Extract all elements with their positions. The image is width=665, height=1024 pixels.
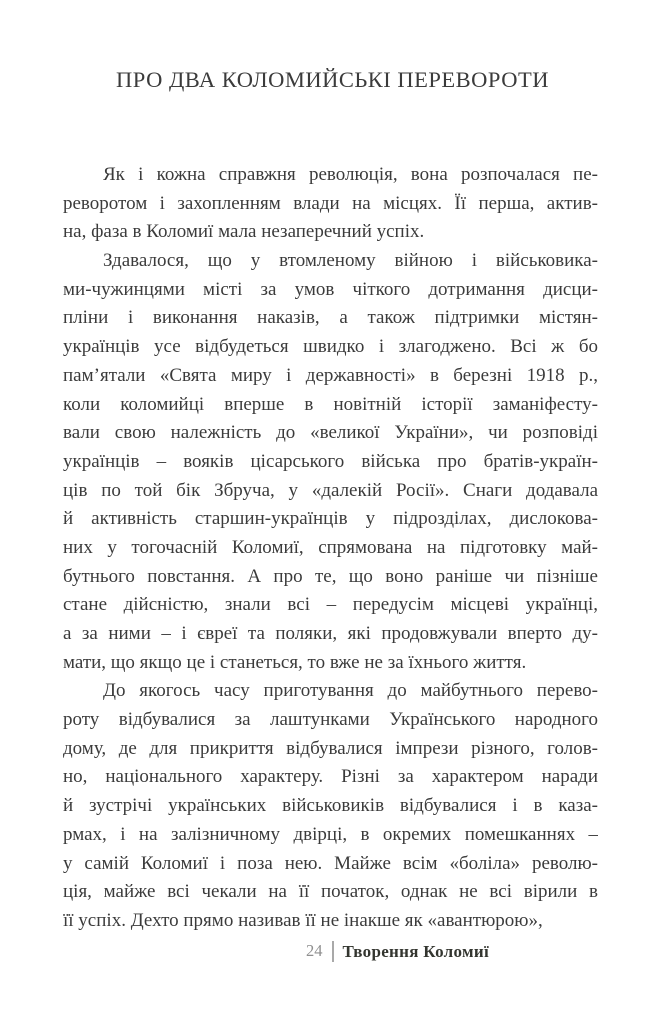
- text-line: вали свою належність до «великої України», чи розповіді: [63, 422, 598, 444]
- text-line: у самій Коломиї і поза нею. Майже всім «боліла» револю-: [63, 852, 598, 874]
- text-line: й зустрічі українських військовиків відбувалися і в каза-: [63, 795, 598, 817]
- text-line: них у тогочасній Коломиї, спрямована на підготовку май-: [63, 536, 598, 558]
- text-line: стане дійсністю, знали всі – передусім місцеві українці,: [63, 594, 598, 616]
- text-line: ців по той бік Збруча, у «далекій Росії». Снаги додавала: [63, 479, 598, 501]
- text-line: но, національного характеру. Різні за характером наради: [63, 766, 598, 788]
- text-line: Як і кожна справжня революція, вона розпочалася пе-: [103, 164, 598, 185]
- text-line: дому, де для прикриття відбувалися імпрези різного, голов-: [63, 737, 598, 759]
- text-line: ція, майже всі чекали на її початок, однак не всі вірили в: [63, 881, 598, 903]
- body-text: [63, 161, 598, 936]
- text-line: реворотом і захопленням влади на місцях. Її перша, актив-: [63, 192, 598, 214]
- text-line: Здавалося, що у втомленому війною і військовика-: [103, 250, 598, 272]
- text-line: рмах, і на залізничному двірці, в окремих помешканнях –: [63, 823, 598, 845]
- chapter-title: ПРО ДВА КОЛОМИЙСЬКІ ПЕРЕВОРОТИ: [116, 67, 549, 92]
- text-line: коли коломийці вперше в новітній історії заманіфесту-: [63, 393, 598, 415]
- book-title: Творення Коломиї: [342, 942, 489, 961]
- text-line: її успіх. Дехто прямо називав її не інакше як «авантюрою»,: [63, 909, 543, 931]
- text-line: українців усе відбудеться швидко і злагоджено. Всі ж бо: [63, 336, 598, 358]
- text-line: українців – вояків цісарського війська про братів-україн-: [63, 450, 598, 472]
- text-line: До якогось часу приготування до майбутнього перево-: [103, 680, 598, 702]
- page-number: 24: [306, 941, 323, 961]
- text-line: бутнього повстання. А про те, що воно раніше чи пізніше: [63, 565, 598, 587]
- text-line: на, фаза в Коломиї мала незаперечний успіх.: [63, 221, 425, 243]
- text-line: пам’ятали «Свята миру і державності» в березні 1918 р.,: [63, 364, 598, 386]
- text-line: й активність старшин-українців у підрозділах, дислокова-: [63, 508, 598, 530]
- page-footer: [0, 941, 665, 962]
- text-line: мати, що якщо це і станеться, то вже не за їхнього життя.: [63, 651, 527, 673]
- text-line: а за ними – і євреї та поляки, які продовжували вперто ду-: [63, 623, 598, 644]
- text-line: роту відбувалися за лаштунками Українського народного: [63, 709, 598, 731]
- text-line: пліни і виконання наказів, а також підтримки містян-: [63, 307, 598, 329]
- text-line: ми-чужинцями місті за умов чіткого дотримання дисци-: [63, 278, 598, 300]
